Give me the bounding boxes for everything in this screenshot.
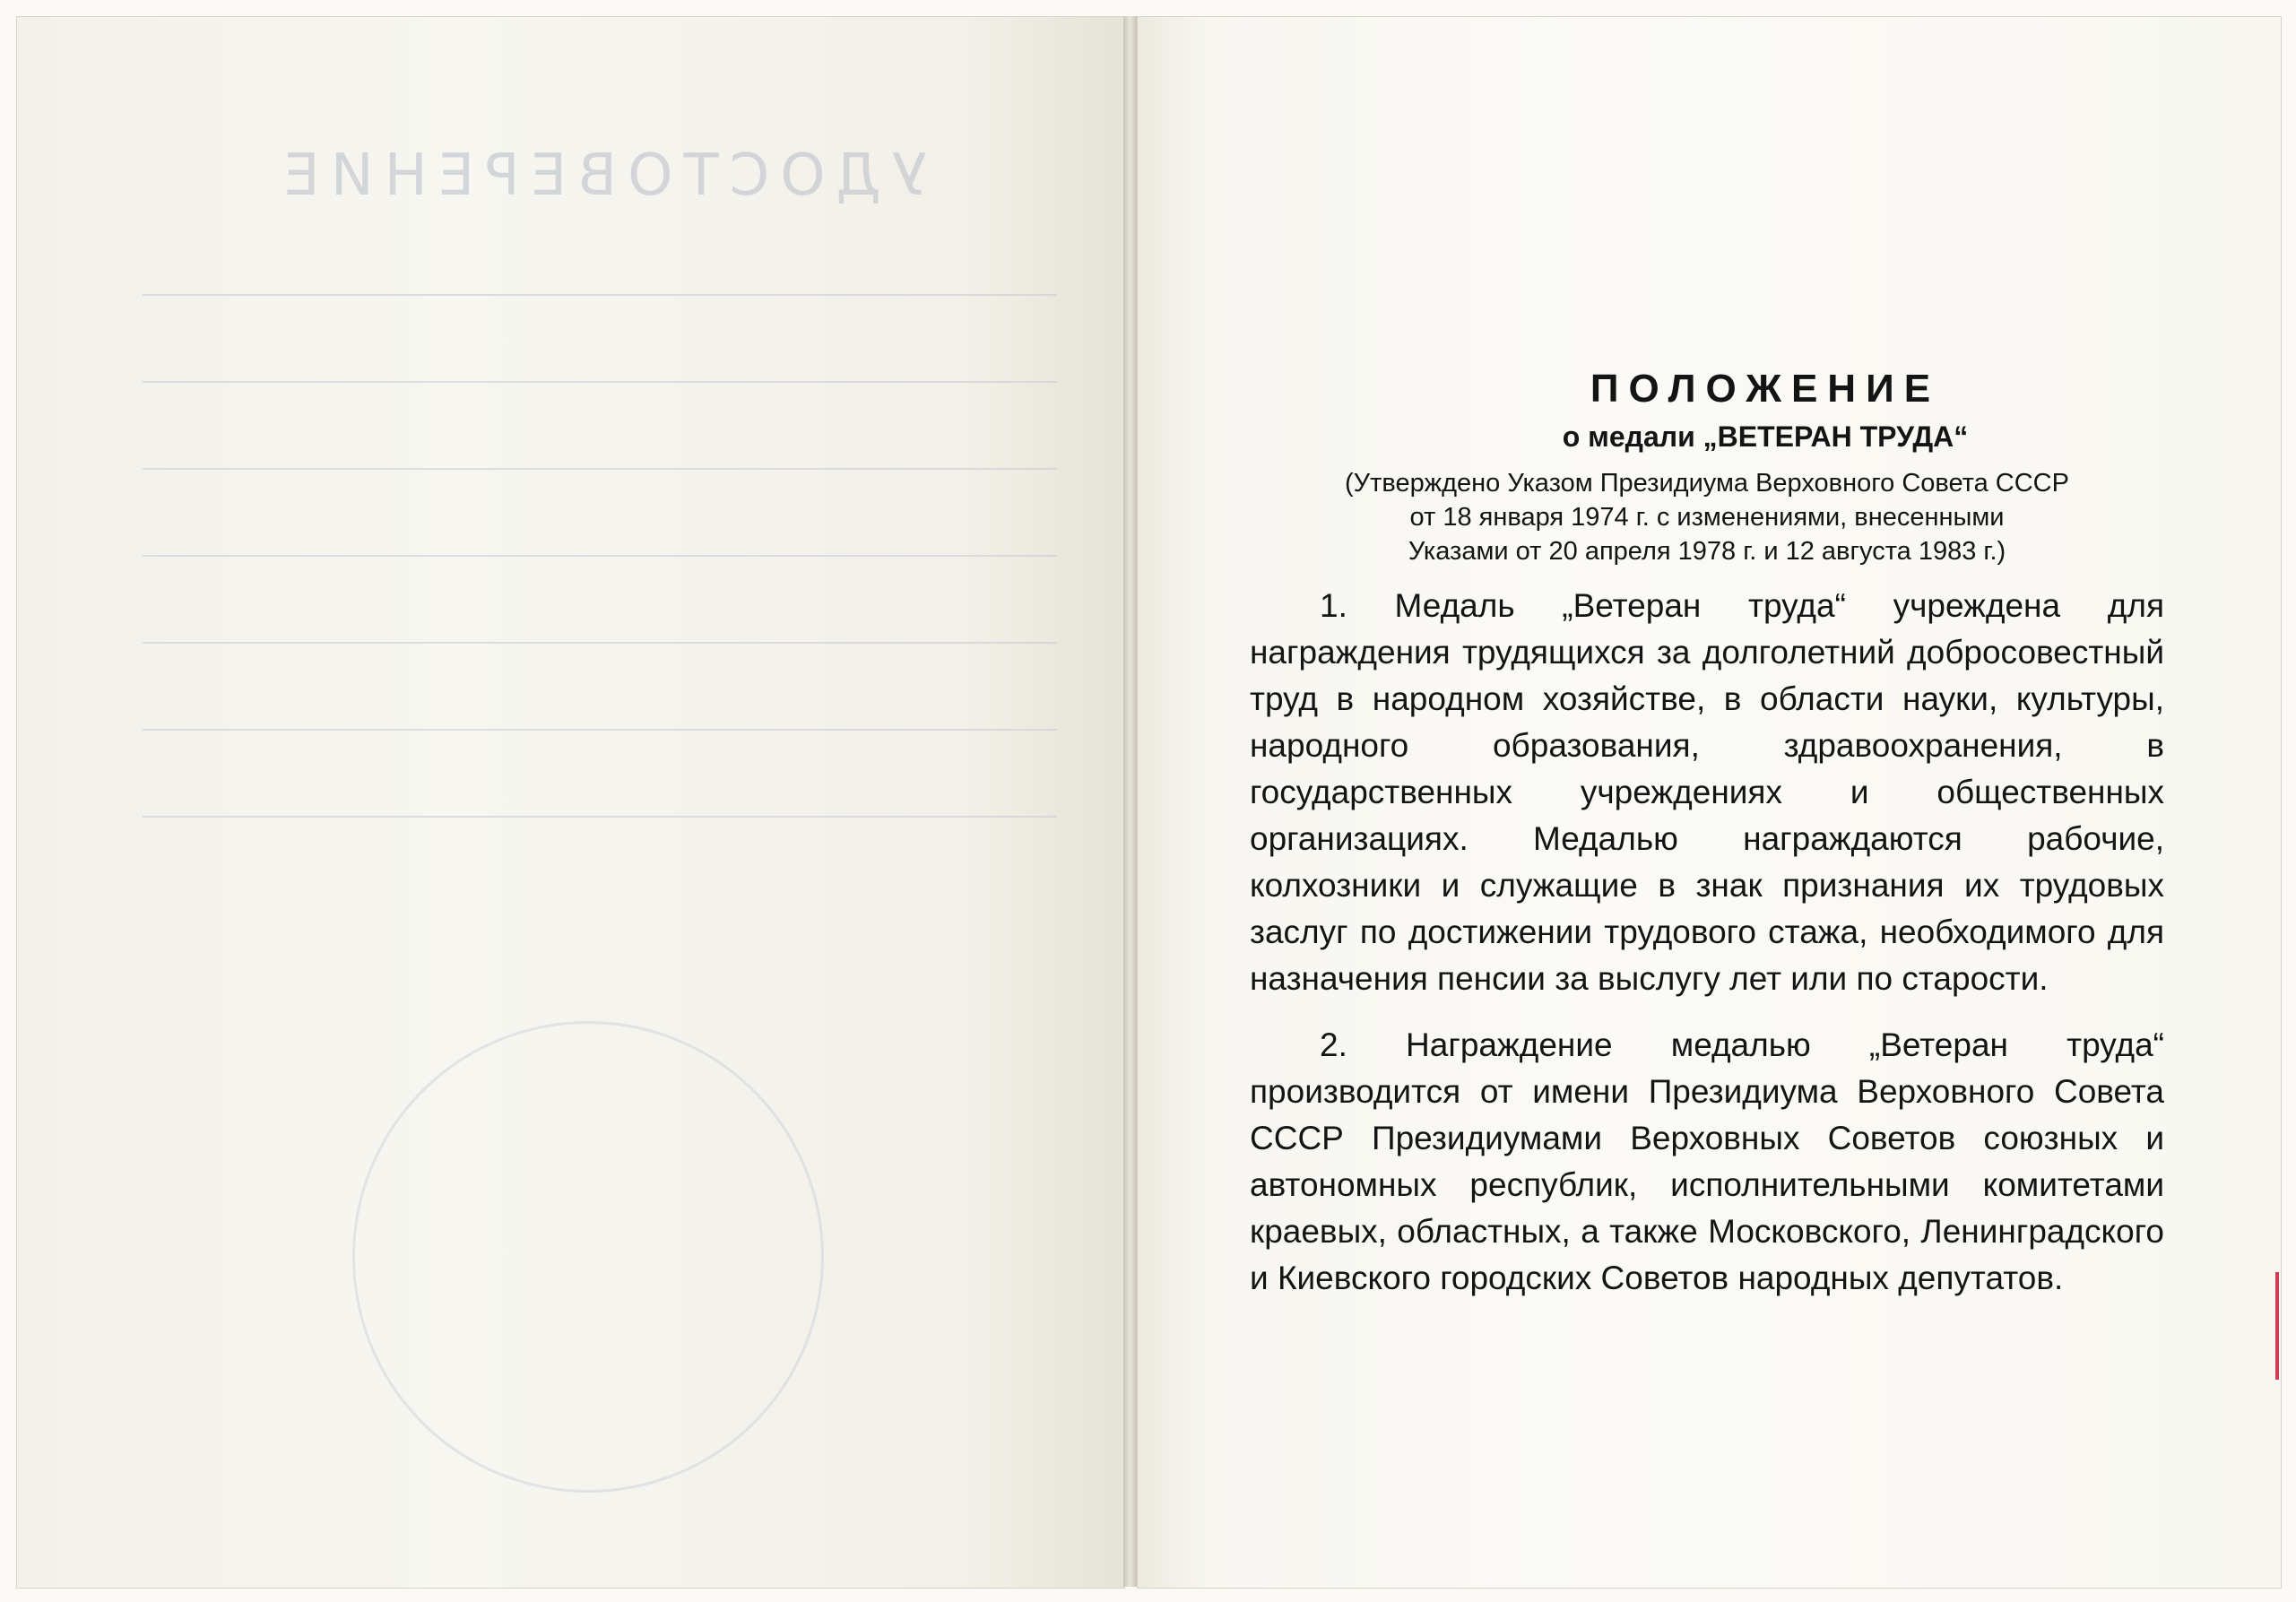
document-approval-note (1250, 466, 2164, 568)
paragraph-1: 1. Медаль „Ветеран труда“ учреждена для награждения трудящихся за долголетний добросовестный труд в народном хозяйстве, в области науки, культуры, народного образования, здравоохранения, в государственных учреждениях и общественных организациях. Медалью награждаются рабочие, колхозники и служащие в знак признания их трудовых заслуг по достижении трудового стажа, необходимого для назначения пенсии за выслугу лет или по старости. (1250, 587, 2164, 997)
show-through-line (143, 468, 1057, 470)
paragraph-2: 2. Награждение медалью „Ветеран труда“ производится от имени Президиума Верховного Совета СССР Президиумами Верховных Советов союзных и автономных республик, исполнительными комитетами краевых, областных, а также Московского, Ленинградского и Киевского городских Советов народных депутатов. (1250, 1026, 2164, 1296)
regulation-text (1250, 367, 2164, 1321)
show-through-line (143, 729, 1057, 731)
show-through-seal (352, 1021, 824, 1493)
left-page (16, 16, 1125, 1589)
show-through-line (143, 294, 1057, 296)
show-through-line (143, 381, 1057, 383)
show-through-certificate (143, 143, 1057, 818)
show-through-line (143, 555, 1057, 557)
page-edge-mark (2275, 1272, 2279, 1380)
note-line: (Утверждено Указом Президиума Верховного Совета СССР (1345, 469, 2069, 498)
show-through-line (143, 816, 1057, 818)
document-subtitle: о медали „ВЕТЕРАН ТРУДА“ (1562, 420, 1969, 453)
show-through-line (143, 642, 1057, 644)
note-line: от 18 января 1974 г. с изменениями, внесенными (1409, 503, 2005, 532)
right-page (1137, 16, 2282, 1589)
booklet-spine (1123, 16, 1137, 1587)
note-line: Указами от 20 апреля 1978 г. и 12 августа 1983 г.) (1408, 537, 2006, 566)
document-title: ПОЛОЖЕНИЕ (1590, 367, 1941, 411)
show-through-title: УДОСТОВЕРЕНИЕ (273, 143, 927, 209)
